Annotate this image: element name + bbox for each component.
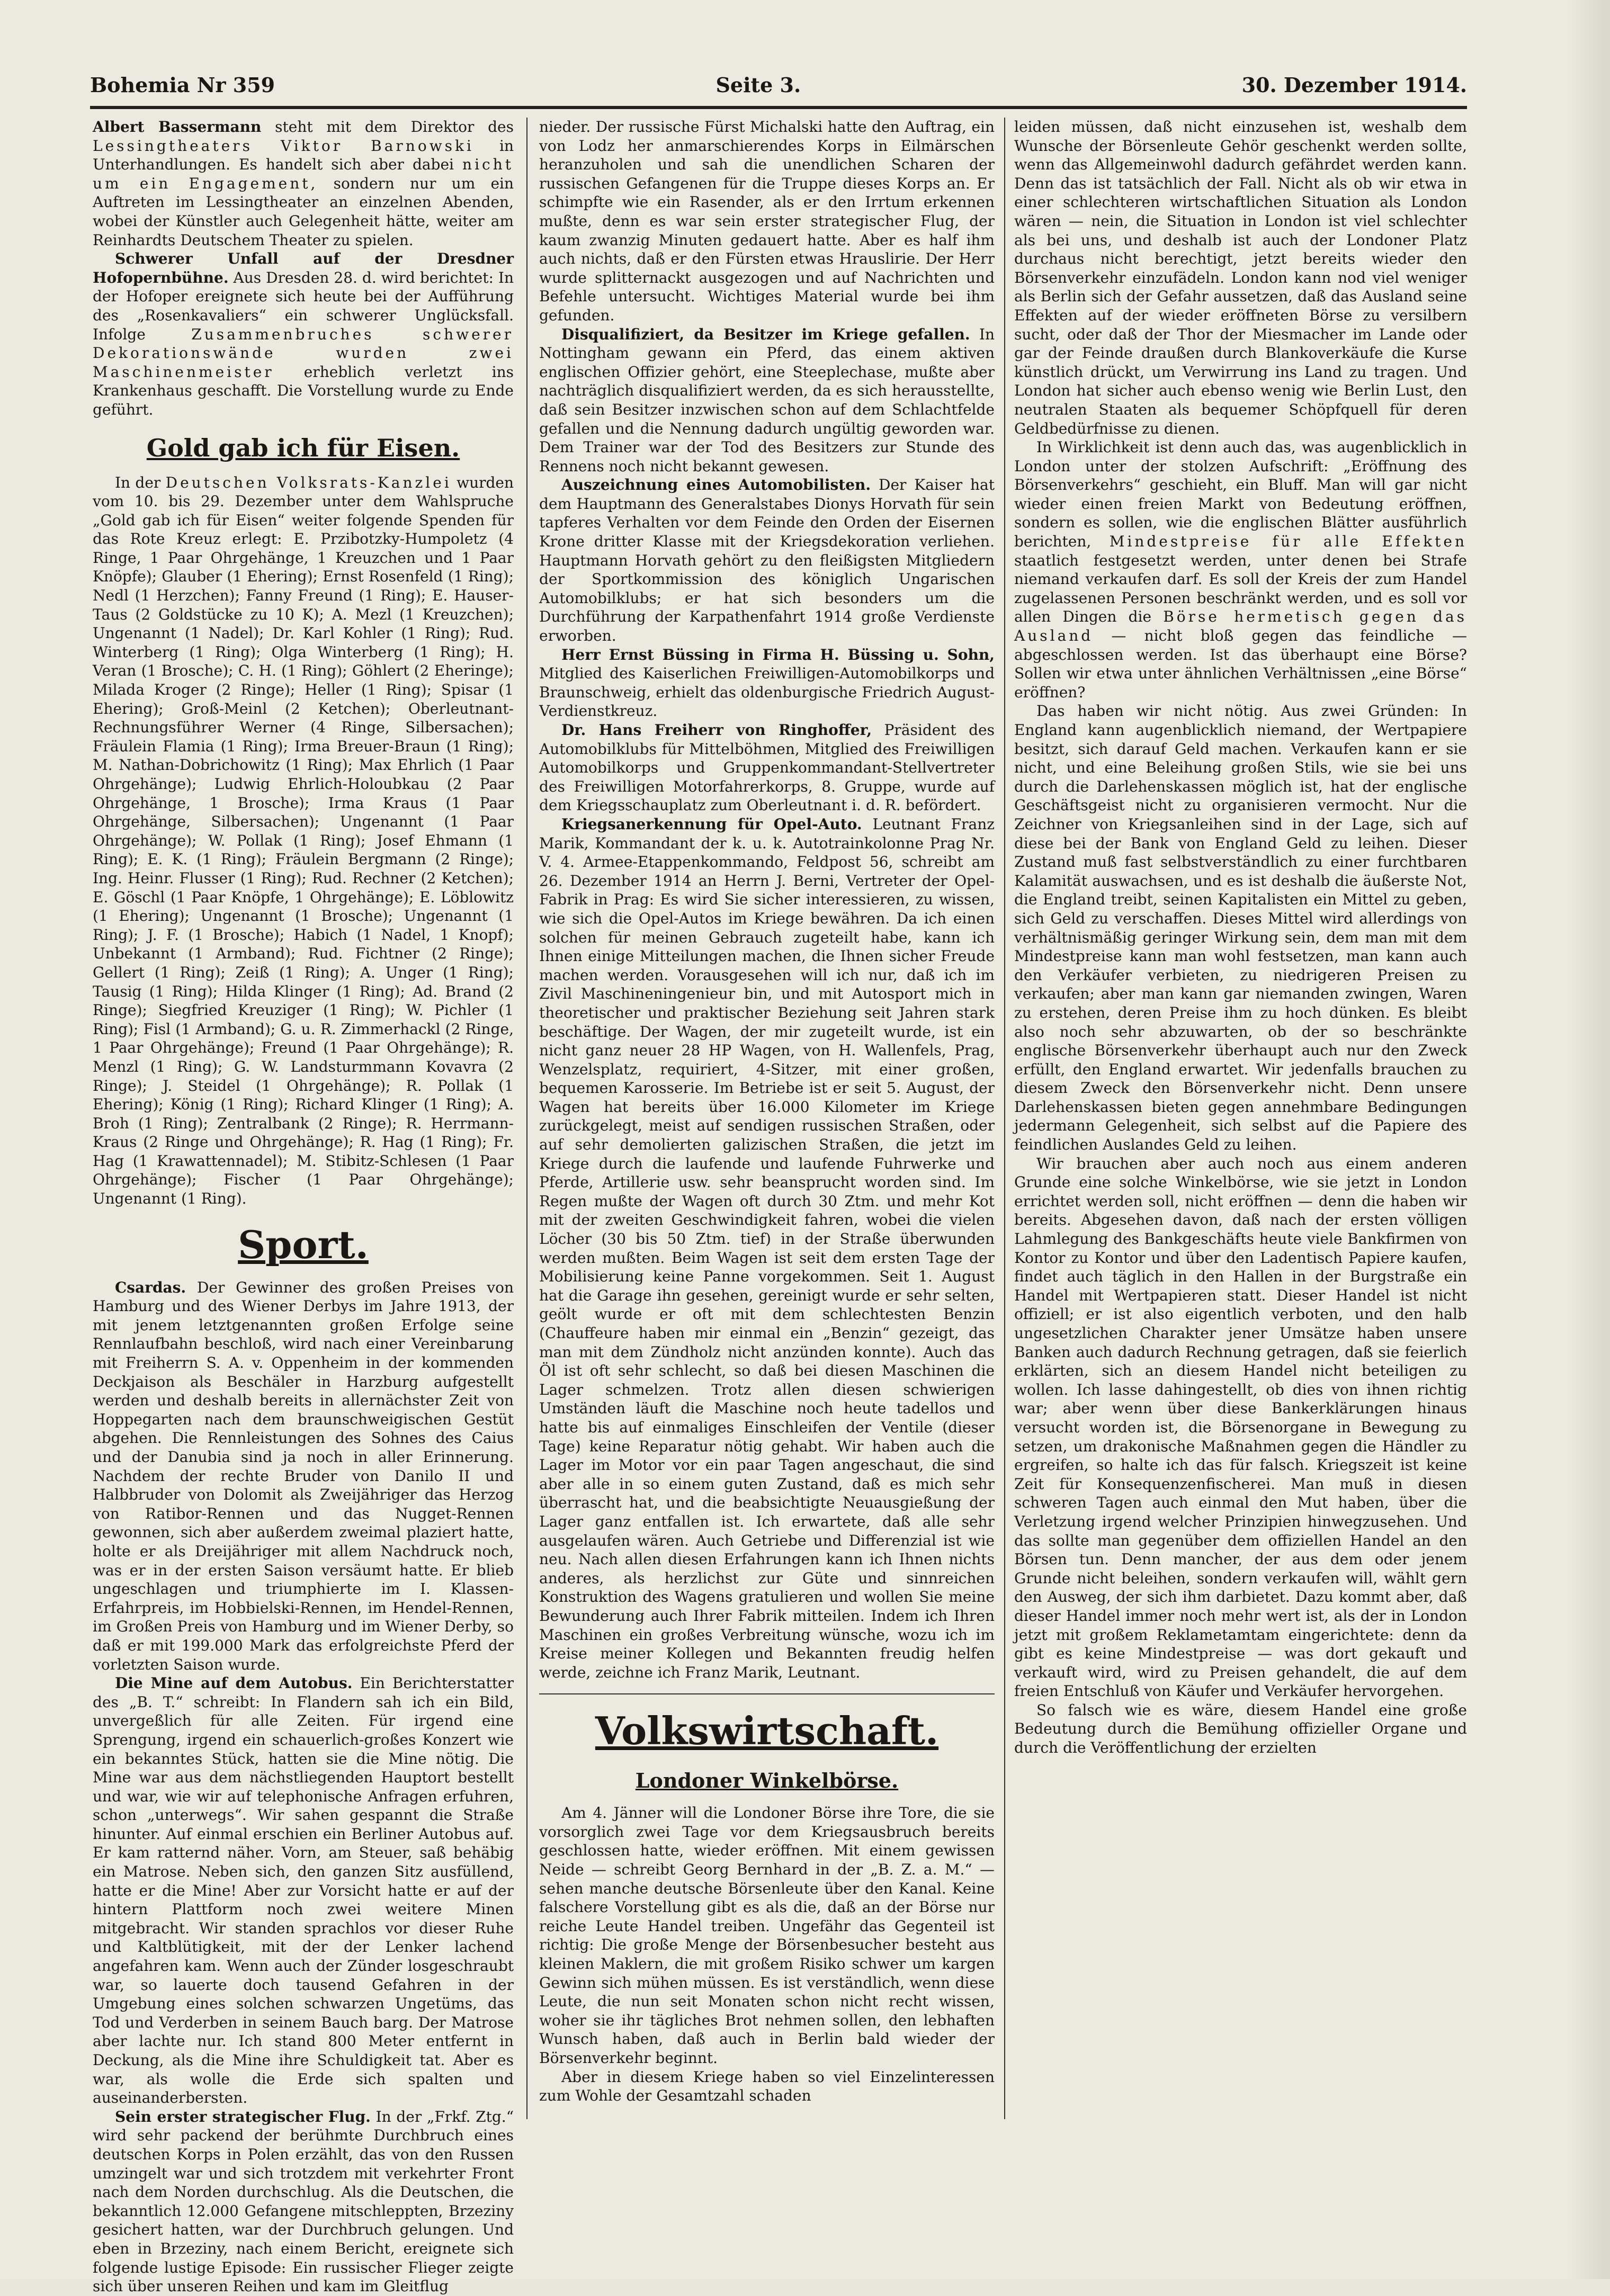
column-2: [539, 118, 995, 2119]
column-divider-1: [526, 118, 527, 2119]
header-rule: [90, 106, 1467, 109]
section-title-volkswirtschaft: Volkswirtschaft.: [595, 1708, 939, 1754]
article-bassermann: Albert Bassermann steht mit dem Direktor des Lessingtheaters Viktor Barnowski in Unterhandlungen. Es handelt sich aber dabei nicht um ein Engagement, sondern nur um ein Auftreten im Lessingtheater an einzelnen Abenden, wobei der Künstler auch Gelegenheit hätte, weiter am Reinhardts Deutschem Theater zu spielen.: [93, 118, 514, 249]
article-csardas: Csardas. Der Gewinner des großen Preises von Hamburg und des Wiener Derbys im Jahre 1913, der mit jenem letztgenannten großen Erfolge seine Rennlaufbahn beschloß, wird nach einer Vereinbarung mit Freiherrn S. A. v. Oppenheim in der kommenden Deckjaison als Beschäler in Harzburg aufgestellt werden und deshalb bereits in allernächster Zeit von Hoppegarten nach dem braunschweigischen Gestüt abgehen. Die Rennleistungen des Sohnes des Caius und der Danubia sind ja noch in aller Erinnerung. Nachdem der rechte Bruder von Danilo II und Halbbruder von Dolomit als Zweijähriger das Herzog von Ratibor-Rennen und das Nugget-Rennen gewonnen, sich aber außerdem zweimal plaziert hatte, holte er als Dreijähriger mit allem Nachdruck noch, was er in der ersten Saison versäumt hatte. Er blieb ungeschlagen und triumphierte im I. Klassen-Erfahrpreis, im Hobbielski-Rennen, im Hendel-Rennen, im Großen Preis von Hamburg und im Wiener Derby, so daß er mit 199.000 Mark das erfolgreichste Pferd der vorletzten Saison wurde.: [93, 1278, 514, 1673]
article-winkelboerse-cont-2: In Wirklichkeit ist denn auch das, was augenblicklich in London unter der stolzen Aufschrift: „Eröffnung des Börsenverkehrs“ geschieht, ein Bluff. Man will gar nicht wieder einen freien Markt von Bedeutung eröffnen, sondern es sollen, wie die englischen Blätter ausführlich berichten, Mindestpreise für alle Effekten staatlich festgesetzt werden, unter denen bei Strafe niemand verkaufen darf. Es soll der Kreis der zum Handel zugelassenen Personen beschränkt werden, und es soll vor allen Dingen die Börse hermetisch gegen das Ausland — nicht bloß gegen das feindliche — abgeschlossen werden. Ist das überhaupt eine Börse? Sollen wir etwa unter ähnlichen Verhältnissen „eine Börse“ eröffnen?: [1014, 438, 1467, 701]
article-winkelboerse-2: Aber in diesem Kriege haben so viel Einzelinteressen zum Wohle der Gesamtzahl schaden: [539, 2068, 995, 2105]
article-flug: Sein erster strategischer Flug. In der „Frkf. Ztg.“ wird sehr packend der berühmte Durchbruch eines deutschen Korps in Polen erzählt, das von den Russen umzingelt war und sich trotzdem mit verkehrter Front nach dem Norden durchschlug. Als die Deutschen, die bekanntlich 12.000 Gefangene mitschleppten, Brzeziny gesichert hatten, war der Durchbruch gelungen. Und eben in Brzeziny, nach einem Bericht, ereignete sich folgende lustige Episode: Ein russischer Flieger zeigte sich über unseren Reihen und kam im Gleitflug: [93, 2107, 514, 2295]
page-header: [90, 69, 1467, 101]
header-issue: Bohemia Nr 359: [90, 73, 275, 97]
article-flug-cont: nieder. Der russische Fürst Michalski hatte den Auftrag, ein von Lodz her anmarschierendes Korps in Eilmärschen heranzuholen und sah die unendlichen Scharen der russischen Gefangenen für die Truppe dieses Korps an. Er schimpfte wie ein Rasender, als er den Irrtum erkennen mußte, denn es war sein erster strategischer Flug, der kaum zwanzig Minuten gedauert hatte. Aber es half ihm auch nichts, daß er den Fürsten etwas Hrauslirie. Der Herr wurde splitternackt ausgezogen und auf Nachrichten und Befehle untersucht. Wichtiges Material wurde bei ihm gefunden.: [539, 118, 995, 324]
header-page-number: Seite 3.: [715, 73, 801, 97]
article-hofoper: Schwerer Unfall auf der Dresdner Hofopernbühne. Aus Dresden 28. d. wird berichtet: In der Hofoper ereignete sich heute bei der Aufführung des „Rosenkavaliers“ ein schwerer Unglücksfall. Infolge Zusammenbruches schwerer Dekorationswände wurden zwei Maschinenmeister erheblich verletzt ins Krankenhaus geschafft. Die Vorstellung wurde zu Ende geführt.: [93, 250, 514, 418]
header-date: 30. Dezember 1914.: [1241, 73, 1467, 97]
article-gold: In der Deutschen Volksrats-Kanzlei wurden vom 10. bis 29. Dezember unter dem Wahlspruche „Gold gab ich für Eisen“ weiter folgende Spenden für das Rote Kreuz erlegt: E. Przibotzky-Humpoletz (4 Ringe, 1 Paar Ohrgehänge, 1 Kreuzchen und 1 Paar Knöpfe); Glauber (1 Ehering); Ernst Rosenfeld (1 Ring); Nedl (1 Herzchen); Fanny Freund (1 Ring); E. Hauser-Taus (2 Goldstücke zu 10 K); A. Mezl (1 Kreuzchen); Ungenannt (1 Nadel); Dr. Karl Kohler (1 Ring); Rud. Winterberg (1 Ring); Olga Winterberg (1 Ring); H. Veran (1 Brosche); C. H. (1 Ring); Göhlert (2 Eheringe); Milada Kroger (2 Ringe); Heller (1 Ring); Spisar (1 Ehering); Groß-Meinl (2 Ketchen); Oberleutnant-Rechnungsführer Werner (4 Ringe, Silbersachen); Fräulein Flamia (1 Ring); Irma Breuer-Braun (1 Ring); M. Nathan-Dobrichowitz (1 Ring); Max Ehrlich (1 Paar Ohrgehänge); Ludwig Ehrlich-Holoubkau (2 Paar Ohrgehänge, 1 Brosche); Irma Kraus (1 Paar Ohrgehänge, Silbersachen); Ungenannt (1 Paar Ohrgehänge); W. Pollak (1 Ring); Josef Ehmann (1 Ring); E. K. (1 Ring); Fräulein Bergmann (2 Ringe); Ing. Heinr. Flusser (1 Ring); Rud. Rechner (2 Ketchen); E. Göschl (1 Paar Knöpfe, 1 Ohrgehänge); E. Löblowitz (1 Ehering); Ungenannt (1 Brosche); Ungenannt (1 Ring); J. F. (1 Brosche); Habich (1 Nadel, 1 Knopf); Unbekannt (1 Armband); Rud. Fichtner (2 Ringe); Gellert (1 Ring); Zeiß (1 Ring); A. Unger (1 Ring); Tausig (1 Ring); Hilda Klinger (1 Ring); Ad. Brand (2 Ringe); Siegfried Kreuziger (1 Ring); W. Pichler (1 Ring); Fisl (1 Armband); G. u. R. Zimmerhackl (2 Ringe, 1 Paar Ohrgehänge); Freund (1 Paar Ohrgehänge); R. Menzl (1 Ring); G. W. Landsturmmann Kovavra (2 Ringe); J. Steidel (1 Ohrgehänge); R. Pollak (1 Ehering); König (1 Ring); Richard Klinger (1 Ring); A. Broh (1 Ring); Zentralbank (2 Ringe); R. Herrmann-Kraus (2 Ringe und Ohrgehänge); R. Hag (1 Ring); Fr. Hag (1 Krawattennadel); M. Stibitz-Schlesen (1 Paar Ohrgehänge); Fischer (1 Paar Ohrgehänge); Ungenannt (1 Ring).: [93, 473, 514, 1208]
article-mine: Die Mine auf dem Autobus. Ein Berichterstatter des „B. T.“ schreibt: In Flandern sah ich ein Bild, unvergeßlich für alle Zeiten. Für irgend eine Sprengung, irgend ein schauerlich-großes Konzert wie ein bekanntes Stück, hatten sie die Mine nötig. Die Mine war aus dem nächstliegenden Hauptort bestellt und war, wie wir auf telephonische Anfragen erfuhren, schon „unterwegs“. Wir sahen gespannt die Straße hinunter. Auf einmal erschien ein Berliner Autobus auf. Er kam ratternd näher. Vorn, am Steuer, saß behäbig ein Matrose. Neben sich, den ganzen Sitz ausfüllend, hatte er die Mine! Aber zur Vorsicht hatte er auf der hintern Plattform noch zwei weitere Minen mitgebracht. Wir standen sprachlos vor dieser Ruhe und Kaltblütigkeit, mit der der Lenker lachend angefahren kam. Wenn auch der Zünder losgeschraubt war, so lauerte doch tausend Gefahren in der Umgebung eines solchen schwarzen Ungetüms, das Tod und Verderben in seinem Bauch barg. Der Matrose aber lachte nur. Ich stand 800 Meter entfernt in Deckung, als die Mine ihre Schuldigkeit tat. Aber es war, als wolle die Erde sich spalten und auseinanderbersten.: [93, 1674, 514, 2107]
column-1: [93, 118, 514, 2295]
column-3: [1014, 118, 1467, 2119]
article-ringhoffer: Dr. Hans Freiherr von Ringhoffer, Präsident des Automobilklubs für Mittelböhmen, Mitglied des Freiwilligen Automobilkorps und Gruppenkommandant-Stellvertreter des Freiwilligen Motorfahrerkorps, 8. Gruppe, wurde auf dem Kriegsschauplatz zum Oberleutnant i. d. R. befördert.: [539, 721, 995, 814]
article-buessing: Herr Ernst Büssing in Firma H. Büssing u. Sohn, Mitglied des Kaiserlichen Freiwilligen-Automobilkorps und Braunschweig, erhielt das oldenburgische Friedrich August-Verdienstkreuz.: [539, 645, 995, 720]
article-winkelboerse: Am 4. Jänner will die Londoner Börse ihre Tore, die sie vorsorglich zwei Tage vor dem Kriegsausbruch bereits geschlossen hatte, wieder eröffnen. Mit einem gewissen Neide — schreibt Georg Bernhard in der „B. Z. a. M.“ — sehen manche deutsche Börsenleute über den Kanal. Keine falschere Vorstellung gibt es als die, daß an der Börse nur reiche Leute Handel treiben. Ungefähr das Gegenteil ist richtig: Die große Menge der Börsenbesucher besteht aus kleinen Maklern, die mit großem Risiko schwer um kargen Gewinn sich mühen müssen. Es ist verständlich, wenn diese Leute, die nun seit Monaten schon nicht recht wissen, woher sie ihr tägliches Brot nehmen sollen, den lebhaften Wunsch haben, daß auch in Berlin bald wieder der Börsenverkehr beginnt.: [539, 1804, 995, 2067]
article-disqualifiziert: Disqualifiziert, da Besitzer im Kriege gefallen. In Nottingham gewann ein Pferd, das einem aktiven englischen Offizier gehört, eine Steeplechase, mußte aber nachträglich disqualifiziert werden, da es sich herausstellte, daß sein Besitzer inzwischen schon auf dem Schlachtfelde gefallen und die Nennung dadurch ungültig geworden war. Dem Trainer war der Tod des Besitzers zur Stunde des Rennens noch nicht bekannt gewesen.: [539, 325, 995, 475]
page-edge-shadow: [1568, 0, 1610, 2279]
article-auszeichnung: Auszeichnung eines Automobilisten. Der Kaiser hat dem Hauptmann des Generalstabes Dionys Horvath für sein tapferes Verhalten vor dem Feinde den Orden der Eisernen Krone dritter Klasse mit der Kriegsdekoration verliehen. Hauptmann Horvath gehört zu den fleißigsten Mitgliedern der Sportkommission des königlich Ungarischen Automobilklubs; er hat sich besonders um die Durchführung der Karpathenfahrt 1914 große Verdienste erworben.: [539, 476, 995, 645]
section-title-sport: Sport.: [238, 1222, 369, 1267]
article-winkelboerse-cont: leiden müssen, daß nicht einzusehen ist, weshalb dem Wunsche der Börsenleute Gehör geschenkt werden sollte, wenn das Allgemeinwohl dadurch gefährdet werden kann. Denn das ist tatsächlich der Fall. Nicht als ob wir etwa in einer schlechteren wirtschaftlichen Situation als London wären — nein, die Situation in London ist viel schlechter als bei uns, und deshalb ist auch der Londoner Platz durchaus nicht berechtigt, jetzt bereits wieder den Börsenverkehr einzufädeln. London kann nod viel weniger als Berlin sich der Gefahr aussetzen, daß das Ausland seine Effekten auf der wieder eröffneten Börse zu versilbern sucht, oder daß der Thor der Miesmacher im Lande oder gar der Feinde draußen durch Blankoverkäufe die Kurse künstlich drückt, um Verwirrung ins Land zu tragen. Und London hat sicher auch ebenso wenig wie Berlin Lust, den neutralen Staaten als bequemer Schöpfquell für deren Geldbedürfnisse zu dienen.: [1014, 118, 1467, 437]
section-separator: [539, 1693, 995, 1694]
column-divider-2: [1004, 118, 1005, 2119]
article-opel: Kriegsanerkennung für Opel-Auto. Leutnant Franz Marik, Kommandant der k. u. k. Autotrainkolonne Prag Nr. V. 4. Armee-Etappenkommando, Feldpost 56, schreibt am 26. Dezember 1914 an Herrn J. Berni, Vertreter der Opel-Fabrik in Prag: Es wird Sie sicher interessieren, zu wissen, wie sich die Opel-Autos im Kriege bewähren. Da ich einen solchen für meinen Gebrauch zugeteilt habe, kann ich Ihnen einige Mitteilungen machen, die Ihnen sicher Freude machen werden. Vorausgesehen will ich nur, daß ich im Zivil Maschineningenieur bin, und mit Autosport mich in theoretischer und praktischer Beziehung seit Jahren stark beschäftige. Der Wagen, der mir zugeteilt wurde, ist ein nicht ganz neuer 28 HP Wagen, von H. Wallenfels, Prag, Wenzelsplatz, requiriert, 4-Sitzer, mit einer großen, bequemen Karosserie. Im Betriebe ist er seit 5. August, der Wagen hat bereits über 16.000 Kilometer im Kriege zurückgelegt, meist auf sendigen russischen Straßen, oder auf sehr demolierten galizischen Straßen, die jetzt im Kriege durch die laufende und laufende Fuhrwerke und Pferde, Artillerie usw. sehr beansprucht worden sind. Im Regen mußte der Wagen oft durch 30 Ztm. und mehr Kot mit der zweiten Geschwindigkeit fahren, wobei die vielen Löcher (30 bis 50 Ztm. tief) in der Straße überwunden werden mußten. Beim Wagen ist seit dem ersten Tage der Mobilisierung keine Panne vorgekommen. Seit 1. August hat die Garage ihn gesehen, gereinigt wurde er sehr selten, geölt wurde er oft mit dem schlechtesten Benzin (Chauffeure haben mir einmal ein „Benzin“ gezeigt, das man mit dem Zündholz nicht anzünden konnte). Auch das Öl ist oft sehr schlecht, so daß bei diesen Maschinen die Lager schmelzen. Trotz allen diesen schwierigen Umständen läuft die Maschine noch heute tadellos und hatte bis auf einmaliges Einschleifen der Ventile (dieser Tage) keine Reparatur nötig gehabt. Wir haben auch die Lager im Motor vor ein paar Tagen angeschaut, die sind aber alle in so einem guten Zustand, daß es mich sehr überrascht hat, und die beabsichtigte Neuausgießung der Lager ganz entfallen ist. Ich erwartete, daß alle sehr ausgelaufen wären. Auch Getriebe und Differenzial ist wie neu. Nach allen diesen Erfahrungen kann ich Ihnen nichts anderes, als herzlichst zur Güte und sinnreichen Konstruktion des Wagens gratulieren und wollen Sie meine Bewunderung auch Ihrer Fabrik mitteilen. Indem ich Ihren Maschinen ein großes Verbreitung wünsche, wozu ich im Kreise meiner Kollegen und Bekannten freudig helfen werde, zeichne ich Franz Marik, Leutnant.: [539, 815, 995, 1681]
article-winkelboerse-cont-3: Das haben wir nicht nötig. Aus zwei Gründen: In England kann augenblicklich niemand, der Wertpapiere besitzt, sich darauf Geld machen. Verkaufen kann er sie nicht, und eine Beleihung großen Stils, wie sie bei uns durch die Darlehenskassen möglich ist, hat der englische Geschäftsgeist nicht zu organisieren vermocht. Nur die Zeichner von Kriegsanleihen sind in der Lage, sich auf diese bei der Bank von England Geld zu leihen. Dieser Zustand muß fast selbstverständlich zu einer furchtbaren Kalamität auswachsen, und es ist deshalb die äußerste Not, die England treibt, seinen Kapitalisten ein Mittel zu geben, sich Geld zu verschaffen. Dieses Mittel wird allerdings von verhältnismäßig geringer Wirkung sein, dem man mit dem Mindestpreise kann man wohl festsetzen, man kann auch den Verkäufer verbieten, zu niedrigeren Preisen zu verkaufen; aber man kann gar niemanden zwingen, Waren zu erstehen, deren Preise ihm zu hoch dünken. Es bleibt also noch sehr abzuwarten, ob der so beschränkte englische Börsenverkehr überhaupt auch nur den Zweck erfüllt, den England erwartet. Wir jedenfalls brauchen zu diesem Zweck den Börsenverkehr nicht. Denn unsere Darlehenskassen bieten gegen annehmbare Bedingungen jedermann Gelegenheit, sich selbst auf die Papiere des feindlichen Auslandes Geld zu leihen.: [1014, 702, 1467, 1154]
article-winkelboerse-cont-5: So falsch wie es wäre, diesem Handel eine große Bedeutung durch die Bemühung offizieller Organe und durch die Veröffentlichung der erzielten: [1014, 1701, 1467, 1757]
article-winkelboerse-cont-4: Wir brauchen aber auch noch aus einem anderen Grunde eine solche Winkelbörse, wie sie jetzt in London errichtet werden soll, nicht eröffnen — denn die haben wir bereits. Abgesehen davon, daß nach der ersten völligen Lahmlegung des Bankgeschäfts heute viele Bankfirmen von Kontor zu Kontor und über den Ladentisch Papiere kaufen, findet auch täglich in den Hallen in der Burgstraße ein Handel mit Wertpapieren statt. Dieser Handel ist nicht offiziell; er ist also eigentlich verboten, und den halb ungesetzlichen Charakter jener Umsätze haben unsere Banken auch dadurch Rechnung getragen, daß sie feierlich erklärten, sich an diesem Handel nicht beteiligen zu wollen. Ich lasse dahingestellt, ob dies von ihnen richtig war; aber wenn über diese Bankerklärungen hinaus versucht worden ist, die Börsenorgane in Bewegung zu setzen, um drakonische Maßnahmen gegen die Händler zu ergreifen, so halte ich das für falsch. Kriegszeit ist keine Zeit für Konsequenzenfischerei. Man muß in diesen schweren Tagen auch einmal den Mut haben, über die Verletzung irgend welcher Prinzipien hinwegzusehen. Und das sollte man gegenüber dem offiziellen Handel an den Börsen tun. Denn mancher, der aus dem oder jenem Grunde nicht beleihen, sondern verkaufen will, wählt gern den Ausweg, der sich ihm darbietet. Dazu kommt aber, daß dieser Handel immer noch mehr wert ist, als der in London jetzt mit großem Reklametamtam eingerichtete: denn da gibt es keine Mindestpreise — was dort gekauft und verkauft wird, wird zu Preisen gehandelt, die auf dem freien Entschluß von Käufer und Verkäufer hervorgehen.: [1014, 1154, 1467, 1700]
section-title-gold: Gold gab ich für Eisen.: [146, 433, 460, 462]
article-title-winkelboerse: Londoner Winkelbörse.: [635, 1769, 899, 1793]
